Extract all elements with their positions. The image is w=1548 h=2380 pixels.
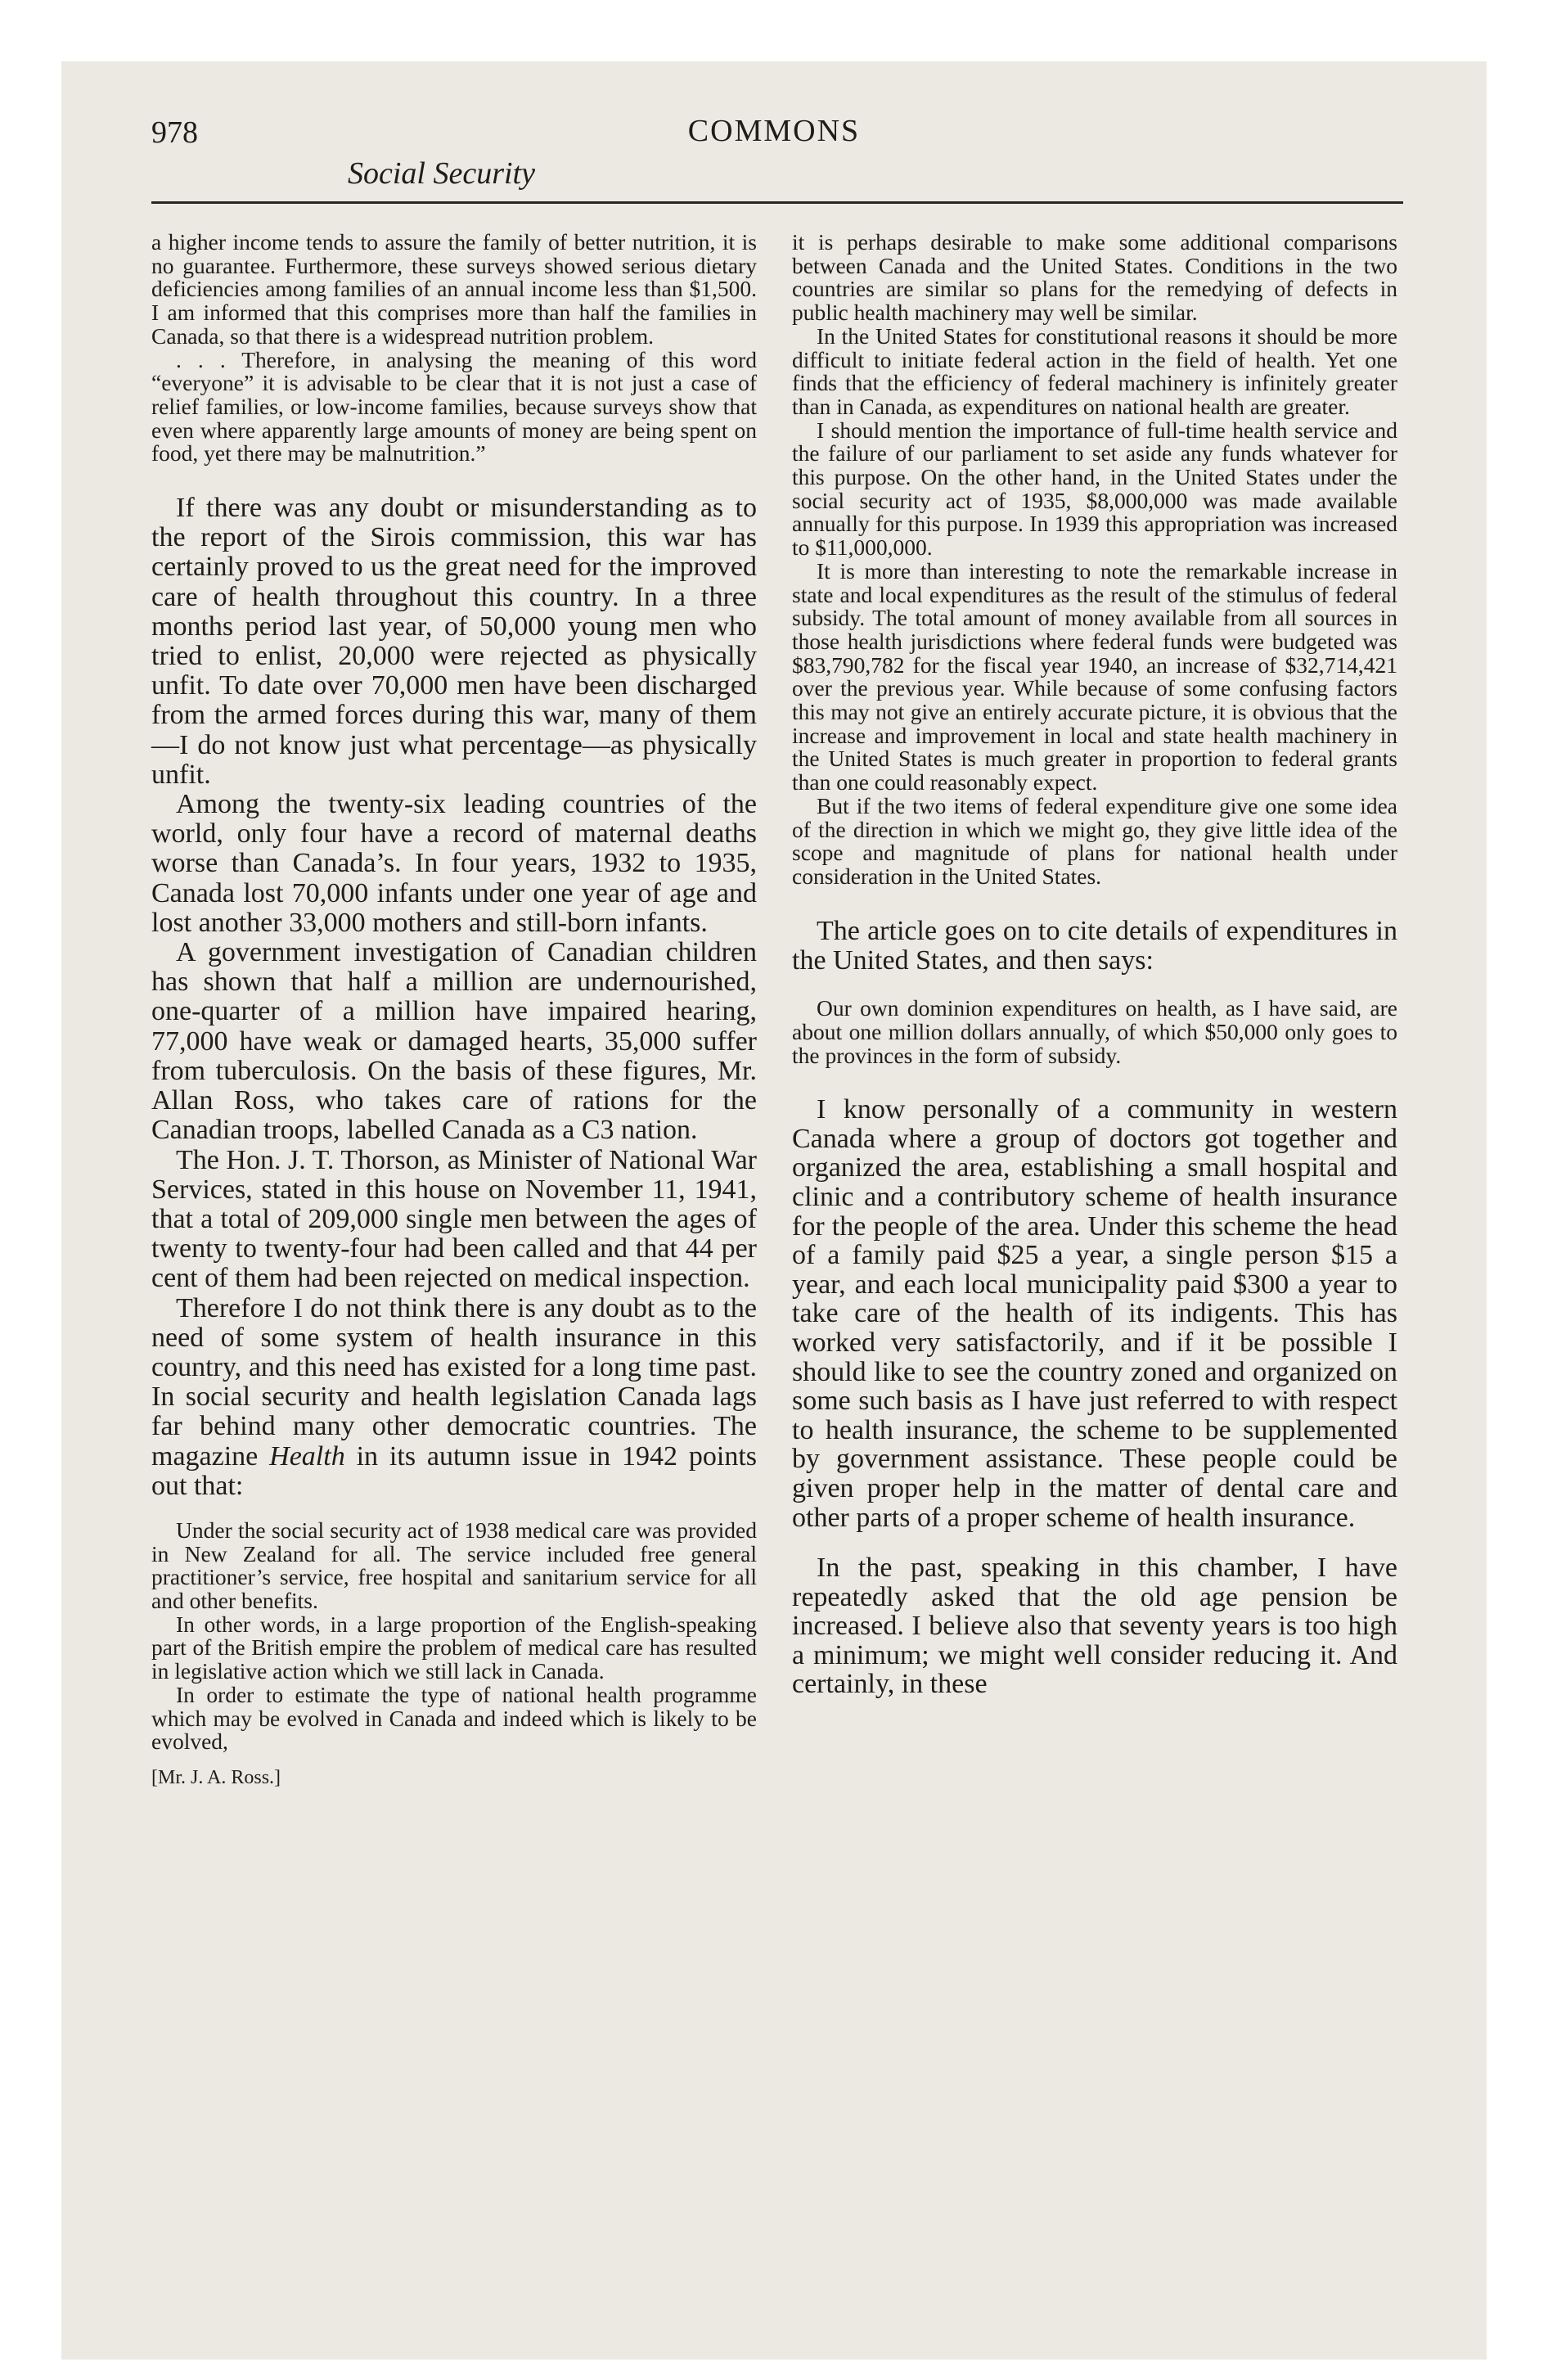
quote-paragraph: a higher income tends to assure the family of better nutrition, it is no guarantee. Furthermore, these surveys showed serious dietary deficiencies among families of an annual income less than $1,500. I am informed that this comprises more than half the families in Canada, so that there is a widespread nutrition problem. <box>151 229 757 349</box>
quote-paragraph: But if the two items of federal expenditure give one some idea of the direction in which we might go, they give little idea of the scope and magnitude of plans for national health under consideration in the United States. <box>792 792 1397 889</box>
page-header-subtitle: Social Security <box>348 156 535 191</box>
quote-paragraph: Under the social security act of 1938 medical care was provided in New Zealand for all. The service included free general practitioner’s service, free hospital and sanitarium service for all and other benefits. <box>151 1517 757 1614</box>
body-paragraph <box>151 1294 757 1501</box>
body-paragraph: The article goes on to cite details of expenditures in the United States, and then says: <box>792 915 1397 976</box>
quote-paragraph: In the United States for constitutional reasons it should be more difficult to initiate federal action in the field of health. Yet one finds that the efficiency of federal machinery is infinitely greater than in Canada, as expenditures on national health are greater. <box>792 322 1397 419</box>
right-column <box>792 231 1397 1699</box>
speaker-signature: [Mr. J. A. Ross.] <box>151 1766 281 1788</box>
magazine-title: Health <box>269 1440 345 1472</box>
page-number: 978 <box>151 115 198 150</box>
body-paragraph: If there was any doubt or misunderstanding as to the report of the Sirois commission, this war has certainly proved to us the great need for the improved care of health throughout this country. In a three months period last year, of 50,000 young men who tried to enlist, 20,000 were rejected as physically unfit. To date over 70,000 men have been discharged from the armed forces during this war, many of them—I do not know just what percentage—as physically unfit. <box>151 493 757 790</box>
quote-paragraph: it is perhaps desirable to make some additional comparisons between Canada and the United States. Conditions in the two countries are similar so plans for the remedying of defects in public health machinery may well be similar. <box>792 229 1397 326</box>
header-rule <box>151 201 1403 204</box>
left-column <box>151 231 757 1789</box>
body-paragraph: A government investigation of Canadian children has shown that half a million are undernourished, one-quarter of a million have impaired hearing, 77,000 have weak or damaged hearts, 35,000 suffer from tuberculosis. On the basis of these figures, Mr. Allan Ross, who takes care of rations for the Canadian troops, labelled Canada as a C3 nation. <box>151 937 757 1146</box>
body-paragraph: The Hon. J. T. Thorson, as Minister of National War Services, stated in this house on November 11, 1941, that a total of 209,000 single men between the ages of twenty to twenty-four had been called and that 44 per cent of them had been rejected on medical inspection. <box>151 1144 757 1294</box>
quote-paragraph: . . . Therefore, in analysing the meaning of this word “everyone” it is advisable to be clear that it is not just a case of relief families, or low-income families, because surveys show that even where apparently large amounts of money are being spent on food, yet there may be malnutrition.” <box>151 346 757 467</box>
page-header-title: COMMONS <box>687 114 861 148</box>
body-paragraph: Among the twenty-six leading countries of the world, only four have a record of maternal deaths worse than Canada’s. In four years, 1932 to 1935, Canada lost 70,000 infants under one year of age and lost another 33,000 mothers and still-born infants. <box>151 789 757 938</box>
quote-paragraph: Our own dominion expenditures on health, as I have said, are about one million dollars annually, of which $50,000 only goes to the provinces in the form of subsidy. <box>792 995 1397 1068</box>
quote-paragraph: I should mention the importance of full-time health service and the failure of our parliament to set aside any funds whatever for this purpose. On the other hand, in the United States under the social security act of 1935, $8,000,000 was made available annually for this purpose. In 1939 this appropriation was increased to $11,000,000. <box>792 417 1397 561</box>
quote-paragraph: In other words, in a large proportion of the English-speaking part of the British empire the problem of medical care has resulted in legislative action which we still lack in Canada. <box>151 1611 757 1684</box>
paragraph-text: Therefore I do not think there is any doubt as to the need of some system of health insurance in this country, and this need has existed for a long time past. In social security and health legislation Canada lags far behind many other democratic countries. The magazine <box>151 1292 757 1472</box>
paragraph-text: in its autumn issue in 1942 points out that: <box>151 1440 758 1501</box>
quote-paragraph: It is more than interesting to note the remarkable increase in state and local expenditures as the result of the stimulus of federal subsidy. The total amount of money available from all sources in those health jurisdictions where federal funds were budgeted was $83,790,782 for the fiscal year 1940, an increase of $32,714,421 over the previous year. While because of some confusing factors this may not give an entirely accurate picture, it is obvious that the increase and improvement in local and state health machinery in the United States is much greater in proportion to federal grants than one could reasonably expect. <box>792 557 1397 796</box>
body-paragraph: I know personally of a community in western Canada where a group of doctors got together and organized the area, establishing a small hospital and clinic and a contributory scheme of health insurance for the people of the area. Under this scheme the head of a family paid $25 a year, a single person $15 a year, and each local municipality paid $300 a year to take care of the health of its indigents. This has worked very satisfactorily, and if it be possible I should like to see the country zoned and organized on some such basis as I have just referred to with respect to health insurance, the scheme to be supplemented by government assistance. These people could be given proper help in the matter of dental care and other parts of a proper scheme of health insurance. <box>792 1094 1397 1533</box>
quote-paragraph: In order to estimate the type of national health programme which may be evolved in Canada and indeed which is likely to be evolved, <box>151 1681 757 1755</box>
body-paragraph: In the past, speaking in this chamber, I have repeatedly asked that the old age pension be increased. I believe also that seventy years is too high a minimum; we might well consider reducing it. And certainly, in these <box>792 1553 1397 1700</box>
